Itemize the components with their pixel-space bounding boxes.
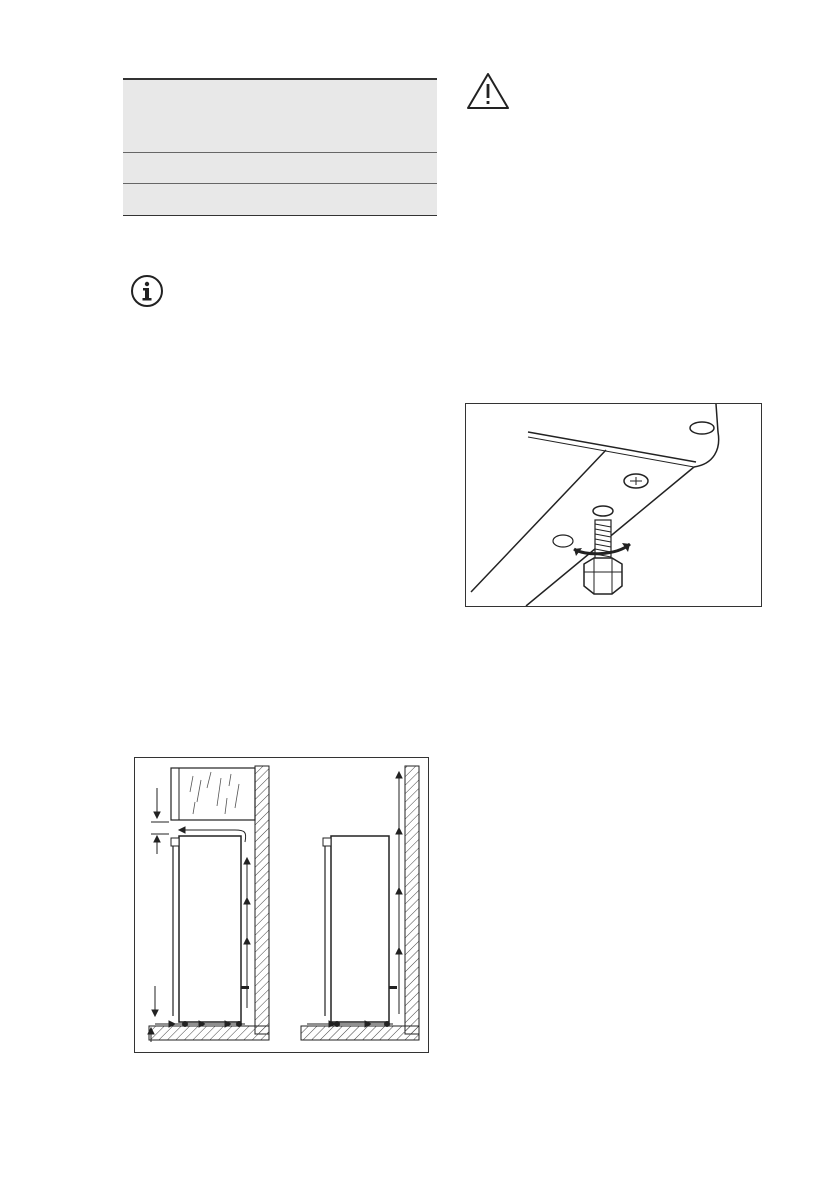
adjustable-foot-figure [465,403,762,607]
spec-row [123,152,437,183]
spec-row [123,183,437,216]
spec-table [123,78,437,216]
spec-row [123,78,437,152]
warning-icon [466,72,510,110]
info-icon [130,274,164,308]
ventilation-figure [134,757,429,1053]
